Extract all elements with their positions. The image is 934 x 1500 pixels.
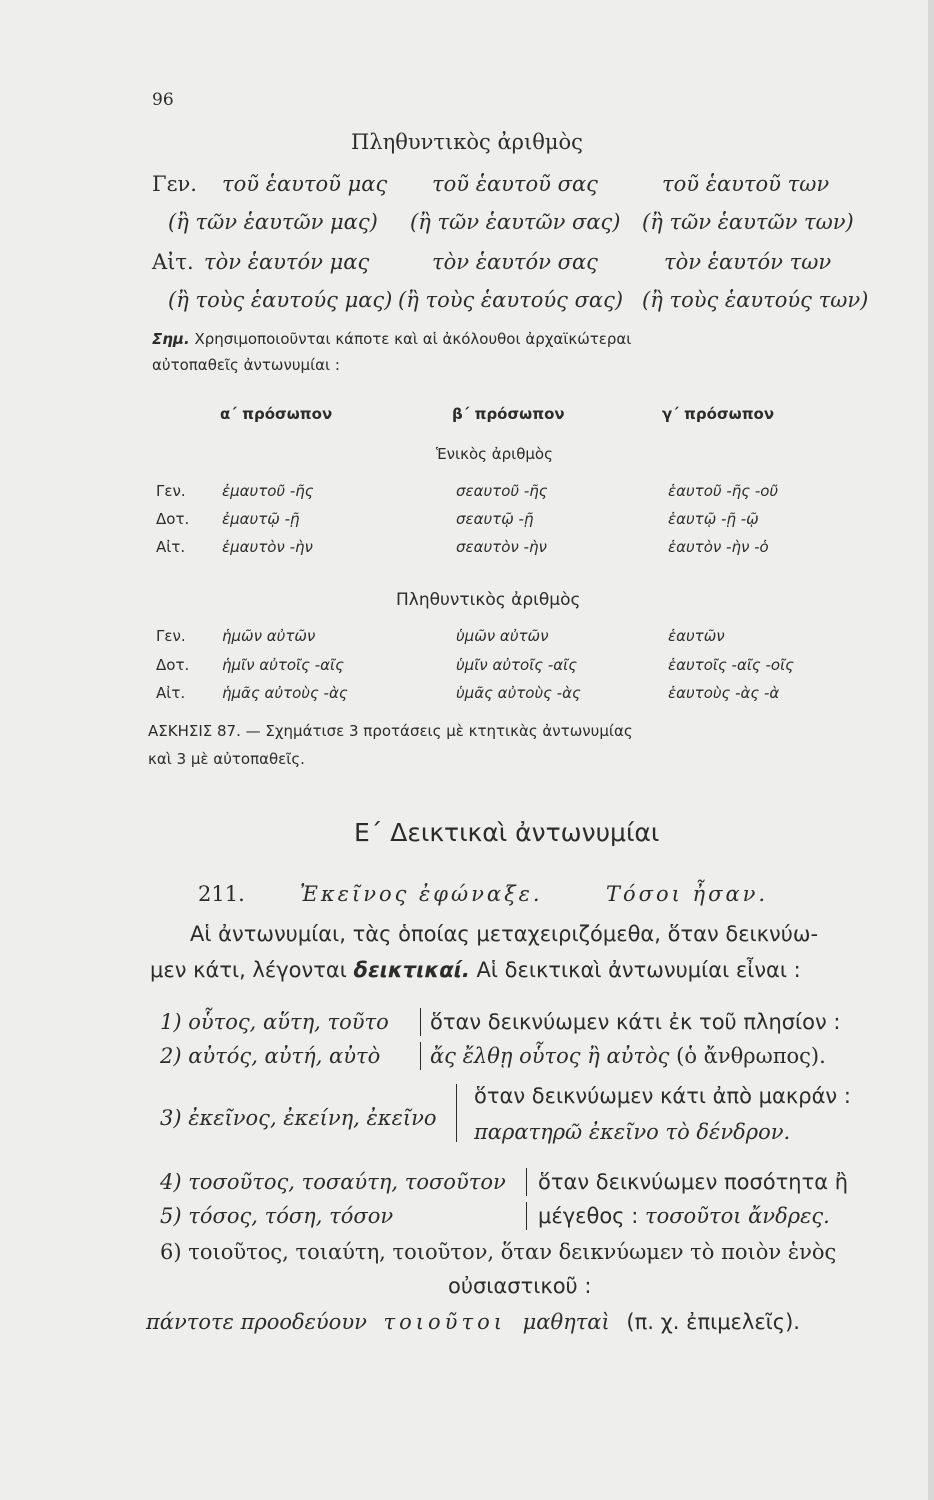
note-text: Χρησιμοποιοῦνται κάποτε καὶ αἱ ἀκόλουθοι ἀρχαϊκώτεραι xyxy=(194,330,632,348)
plur-cell: ἑαυτῶν xyxy=(668,627,725,645)
item-4-forms: 4) τοσοῦτος, τοσαύτη, τοσοῦτον xyxy=(160,1170,506,1194)
sing-cell: ἑαυτῷ -ῇ -ῷ xyxy=(668,510,759,528)
plur-case: Δοτ. xyxy=(156,656,190,674)
upper-case-acc: Αἰτ. xyxy=(152,250,194,274)
brace-bar xyxy=(522,1168,531,1196)
plur-cell: ὑμῶν αὐτῶν xyxy=(456,627,549,645)
item-3-desc-1: ὅταν δεικνύωμεν κάτι ἀπὸ μακράν : xyxy=(474,1084,851,1108)
upper-cell: (ἢ τοὺς ἑαυτούς μας) xyxy=(168,288,393,312)
exercise-line-2: καὶ 3 μὲ αὐτοπαθεῖς. xyxy=(148,750,305,768)
brace-bar xyxy=(452,1084,461,1142)
example-text-a: πάντοτε προοδεύουν xyxy=(146,1310,367,1334)
brace-bar xyxy=(522,1202,531,1230)
sing-cell: ἑαυτὸν -ὴν -ὁ xyxy=(668,538,769,556)
sing-cell: ἐμαυτῷ -ῇ xyxy=(222,510,300,528)
person-3-header: γ΄ πρόσωπον xyxy=(662,405,775,423)
singular-heading: Ἑνικὸς ἀριθμὸς xyxy=(436,445,553,463)
plur-cell: ὑμῖν αὐτοῖς -αῖς xyxy=(456,656,578,674)
example-1: Ἐκεῖνος ἐφώναξε. xyxy=(300,882,543,906)
item-6-line-2: οὐσιαστικοῦ : xyxy=(448,1274,592,1298)
item-5-forms: 5) τόσος, τόση, τόσον xyxy=(160,1204,394,1228)
page-number: 96 xyxy=(152,90,174,110)
plur-cell: ἑαυτοῖς -αῖς -οῖς xyxy=(668,656,794,674)
exercise-line-1 xyxy=(148,722,633,740)
item-3-desc-2: παρατηρῶ ἐκεῖνο τὸ δένδρον. xyxy=(474,1120,791,1144)
intro-text-c: Αἱ δεικτικαὶ ἀντωνυμίαι εἶναι : xyxy=(476,958,801,982)
item-2-desc-a: ἄς ἔλθῃ οὗτος ἢ αὐτὸς xyxy=(430,1044,670,1068)
paragraph-number: 211. xyxy=(198,882,245,906)
upper-cell: τὸν ἑαυτόν σας xyxy=(432,250,598,274)
sing-cell: σεαυτὸν -ὴν xyxy=(456,538,547,556)
person-2-header: β΄ πρόσωπον xyxy=(452,405,565,423)
page-edge xyxy=(928,0,934,1500)
sing-case: Δοτ. xyxy=(156,510,190,528)
upper-cell: (ἢ τοὺς ἑαυτούς των) xyxy=(642,288,869,312)
item-2-desc xyxy=(430,1044,826,1068)
sing-cell: ἐμαυτὸν -ὴν xyxy=(222,538,313,556)
intro-line-1: Αἱ ἀντωνυμίαι, τὰς ὁποίας μεταχειριζόμεθα, ὅταν δεικνύω- xyxy=(190,922,819,946)
upper-cell: (ἢ τῶν ἑαυτῶν των) xyxy=(642,210,854,234)
plur-cell: ἡμῖν αὐτοῖς -αῖς xyxy=(222,656,344,674)
upper-cell: (ἢ τοὺς ἑαυτούς σας) xyxy=(398,288,624,312)
upper-cell: τὸν ἑαυτόν των xyxy=(664,250,832,274)
item-3-forms: 3) ἐκεῖνος, ἐκείνη, ἐκεῖνο xyxy=(160,1106,437,1130)
upper-cell: (ἢ τῶν ἑαυτῶν σας) xyxy=(410,210,621,234)
intro-line-2 xyxy=(150,958,801,982)
exercise-label: ΑΣΚΗΣΙΣ 87. xyxy=(148,722,241,740)
exercise-text: — Σχημάτισε 3 προτάσεις μὲ κτητικὰς ἀντωνυμίας xyxy=(245,722,633,740)
brace-bar xyxy=(416,1042,425,1070)
item-4-desc: ὅταν δεικνύωμεν ποσότητα ἢ xyxy=(538,1170,849,1194)
upper-cell: τὸν ἑαυτόν μας xyxy=(204,250,370,274)
plur-cell: ἑαυτοὺς -ὰς -ὰ xyxy=(668,684,780,702)
item-2-forms: 2) αὐτός, αὐτή, αὐτὸ xyxy=(160,1044,381,1068)
sing-cell: ἑαυτοῦ -ῆς -οῦ xyxy=(668,482,779,500)
upper-cell: (ἢ τῶν ἑαυτῶν μας) xyxy=(168,210,378,234)
plur-cell: ἡμῶν αὐτῶν xyxy=(222,627,316,645)
upper-cell: τοῦ ἑαυτοῦ μας xyxy=(222,172,388,196)
example-text-b: τοιοῦτοι xyxy=(383,1310,506,1334)
item-1-forms: 1) οὗτος, αὕτη, τοῦτο xyxy=(160,1010,389,1034)
plur-cell: ἡμᾶς αὐτοὺς -ὰς xyxy=(222,684,348,702)
intro-text-a: μεν κάτι, λέγονται xyxy=(150,958,347,982)
upper-cell: τοῦ ἑαυτοῦ σας xyxy=(432,172,598,196)
item-2-desc-b: (ὁ ἄνθρωπος). xyxy=(676,1044,826,1068)
brace-bar xyxy=(416,1008,425,1036)
item-5-desc-b: τοσοῦτοι ἄνδρες. xyxy=(644,1204,830,1228)
item-5-desc xyxy=(538,1204,830,1228)
sing-cell: ἐμαυτοῦ -ῆς xyxy=(222,482,314,500)
item-6-example xyxy=(146,1310,800,1334)
intro-term: δεικτικαί. xyxy=(353,958,470,982)
item-6-line: 6) τοιοῦτος, τοιαύτη, τοιοῦτον, ὅταν δεικνύωμεν τὸ ποιὸν ἑνὸς xyxy=(160,1240,837,1264)
sing-case: Γεν. xyxy=(156,482,186,500)
upper-case-gen: Γεν. xyxy=(152,172,197,196)
example-text-c: μαθηταὶ xyxy=(522,1310,610,1334)
sing-cell: σεαυτῷ -ῇ xyxy=(456,510,534,528)
section-title: Ε΄ Δεικτικαὶ ἀντωνυμίαι xyxy=(354,818,660,847)
note-line-2: αὐτοπαθεῖς ἀντωνυμίαι : xyxy=(152,356,340,374)
upper-cell: τοῦ ἑαυτοῦ των xyxy=(662,172,830,196)
example-2: Τόσοι ἦσαν. xyxy=(606,882,769,906)
note-line-1 xyxy=(152,330,631,348)
plur-cell: ὑμᾶς αὐτοὺς -ὰς xyxy=(456,684,581,702)
plural-heading: Πληθυντικὸς ἀριθμὸς xyxy=(351,130,583,154)
item-1-desc: ὅταν δεικνύωμεν κάτι ἐκ τοῦ πλησίον : xyxy=(430,1010,841,1034)
item-5-desc-a: μέγεθος : xyxy=(538,1204,639,1228)
plur-case: Αἰτ. xyxy=(156,684,186,702)
note-label: Σημ. xyxy=(152,330,190,348)
sing-case: Αἰτ. xyxy=(156,538,186,556)
plural-heading-2: Πληθυντικὸς ἀριθμὸς xyxy=(396,590,581,610)
example-text-d: (π. χ. ἐπιμελεῖς). xyxy=(626,1310,800,1334)
person-1-header: α΄ πρόσωπον xyxy=(220,405,333,423)
sing-cell: σεαυτοῦ -ῆς xyxy=(456,482,548,500)
plur-case: Γεν. xyxy=(156,627,186,645)
